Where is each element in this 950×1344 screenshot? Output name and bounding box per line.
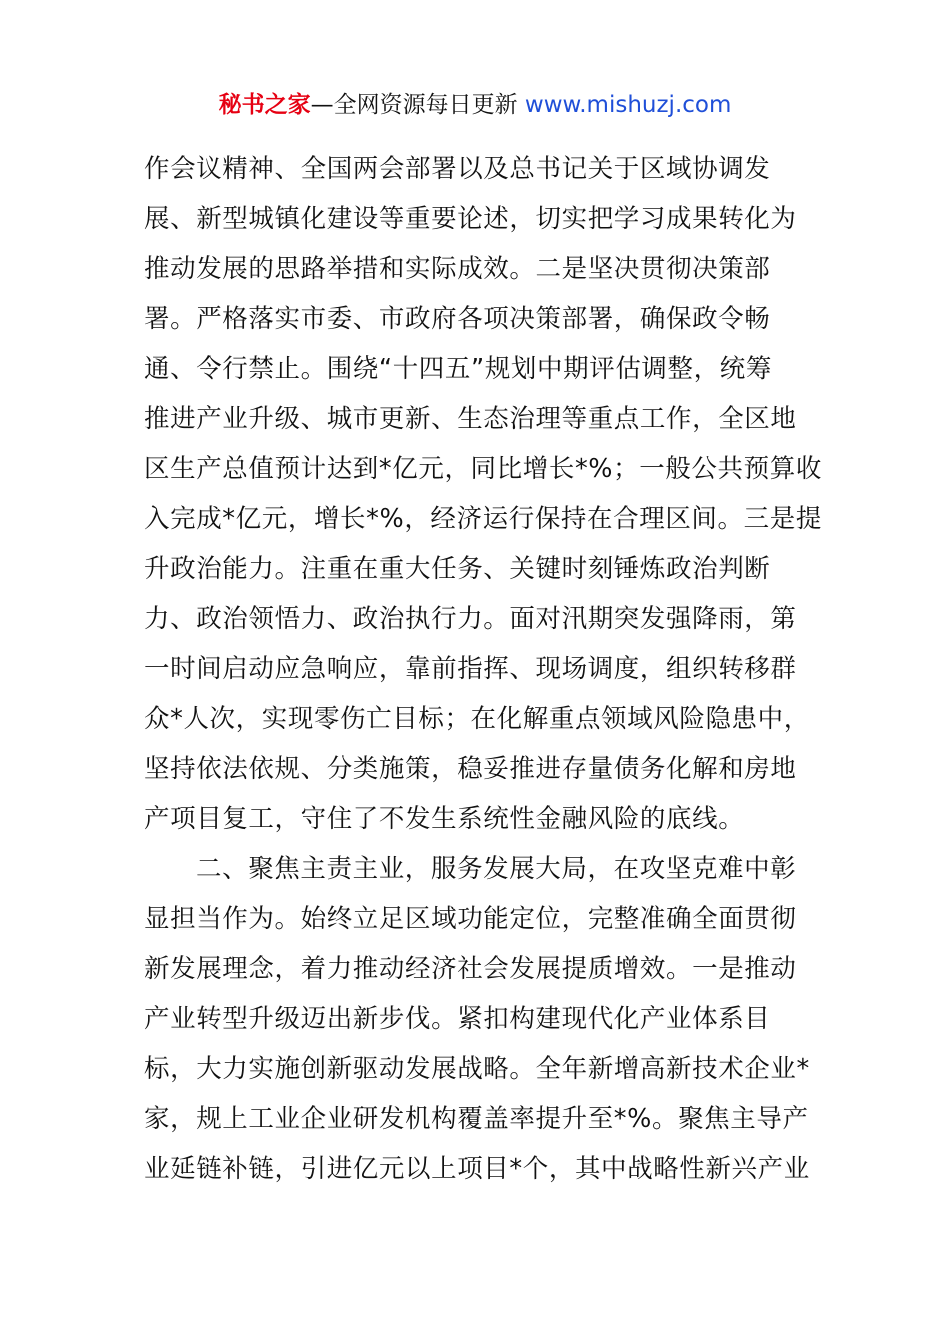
- text-line: 坚持依法依规、分类施策，稳妥推进存量债务化解和房地: [144, 754, 797, 784]
- paragraph-start-line: 二、聚焦主责主业，服务发展大局，在攻坚克难中彰: [196, 854, 797, 884]
- header-brand: 秘书之家: [218, 92, 311, 118]
- text-line: 署。严格落实市委、市政府各项决策部署，确保政令畅: [144, 304, 771, 334]
- text-line: 业延链补链，引进亿元以上项目*个，其中战略性新兴产业: [144, 1154, 810, 1184]
- text-line: 力、政治领悟力、政治执行力。面对汛期突发强降雨，第: [144, 604, 797, 634]
- text-line: 产项目复工，守住了不发生系统性金融风险的底线。: [144, 804, 745, 834]
- text-line: 通、令行禁止。围绕“十四五”规划中期评估调整，统筹: [144, 354, 772, 384]
- header-tagline: —全网资源每日更新: [310, 92, 525, 118]
- text-line: 推进产业升级、城市更新、生态治理等重点工作，全区地: [144, 404, 797, 434]
- text-line: 推动发展的思路举措和实际成效。二是坚决贯彻决策部: [144, 254, 771, 284]
- text-line: 显担当作为。始终立足区域功能定位，完整准确全面贯彻: [144, 904, 797, 934]
- text-line: 家，规上工业企业研发机构覆盖率提升至*%。聚焦主导产: [144, 1104, 809, 1134]
- text-line: 作会议精神、全国两会部署以及总书记关于区域协调发: [144, 154, 771, 184]
- text-line: 众*人次，实现零伤亡目标；在化解重点领域风险隐患中，: [144, 704, 810, 734]
- document-body: [144, 144, 822, 1194]
- text-line: 产业转型升级迈出新步伐。紧扣构建现代化产业体系目: [144, 1004, 771, 1034]
- text-line: 新发展理念，着力推动经济社会发展提质增效。一是推动: [144, 954, 797, 984]
- text-line: 一时间启动应急响应，靠前指挥、现场调度，组织转移群: [144, 654, 797, 684]
- text-line: 升政治能力。注重在重大任务、关键时刻锤炼政治判断: [144, 554, 771, 584]
- text-line: 入完成*亿元，增长*%，经济运行保持在合理区间。三是提: [144, 504, 822, 534]
- text-line: 展、新型城镇化建设等重要论述，切实把学习成果转化为: [144, 204, 797, 234]
- header-url[interactable]: www.mishuzj.com: [524, 92, 732, 118]
- page-header: [0, 88, 950, 122]
- text-line: 标，大力实施创新驱动发展战略。全年新增高新技术企业*: [144, 1054, 810, 1084]
- text-line: 区生产总值预计达到*亿元，同比增长*%；一般公共预算收: [144, 454, 822, 484]
